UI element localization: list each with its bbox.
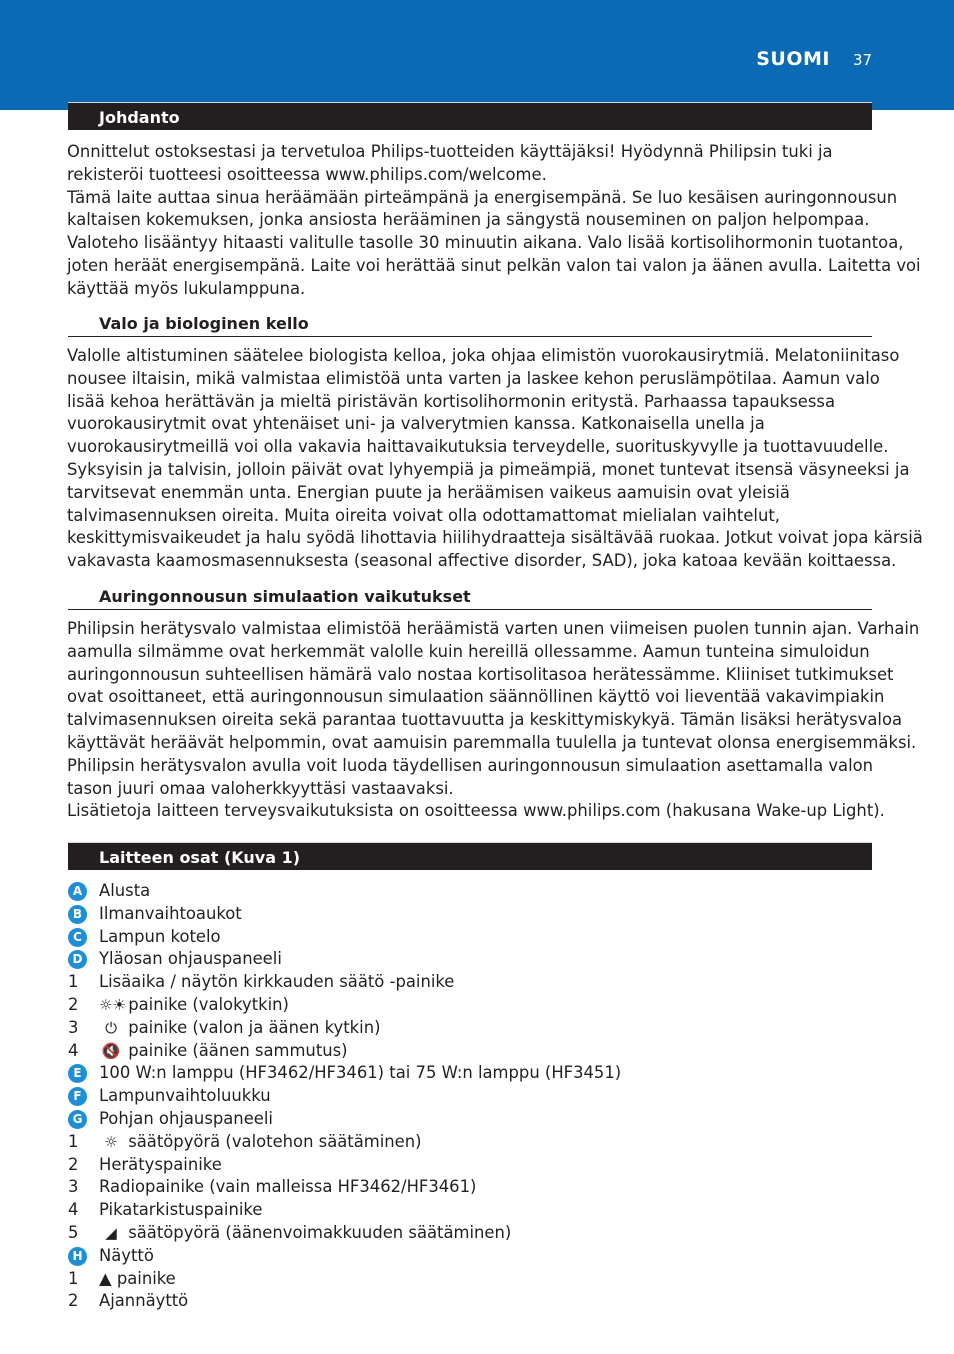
letter-badge: E bbox=[68, 1064, 87, 1083]
section-title: Johdanto bbox=[99, 108, 180, 127]
text-line: ovat osoittaneet, että auringonnousun simulaation säännöllinen käyttö voi lieventää vakavimpiakin bbox=[67, 687, 885, 707]
text-line: Tämä laite auttaa sinua heräämään pirteämpänä ja energisempänä. Se luo kesäisen auringonnousun bbox=[67, 187, 898, 207]
item-number: 2 bbox=[68, 994, 79, 1014]
list-item bbox=[67, 1176, 767, 1199]
item-text: Pohjan ohjauspaneeli bbox=[99, 1108, 273, 1128]
text-line: käyttää myös lukulamppuna. bbox=[67, 278, 306, 298]
item-text-wrap bbox=[99, 994, 289, 1017]
text-line: Lisätietoja laitteen terveysvaikutuksista on osoitteessa www.philips.com (hakusana Wake-up Light). bbox=[67, 801, 885, 821]
text-line: Philipsin herätysvalon avulla voit luoda täydellisen auringonnousun simulaation asettamalla valon bbox=[67, 755, 874, 775]
intro-paragraph bbox=[67, 141, 921, 301]
list-item bbox=[67, 903, 767, 926]
list-item bbox=[67, 1199, 767, 1222]
item-text: Radiopainike (vain malleissa HF3462/HF3461) bbox=[99, 1177, 477, 1197]
text-line: auringonnousun suhteellisen hämärä valo nostaa kortisolitasoa herätessämme. Kliiniset tutkimukset bbox=[67, 664, 894, 684]
item-text: Alusta bbox=[99, 881, 151, 900]
item-number: 5 bbox=[68, 1222, 79, 1242]
item-text-wrap bbox=[99, 1268, 176, 1291]
item-text: Pikatarkistuspainike bbox=[99, 1200, 263, 1220]
list-item bbox=[67, 1131, 767, 1154]
parts-list bbox=[67, 880, 767, 1313]
item-text: Ajannäyttö bbox=[99, 1291, 189, 1311]
item-text: säätöpyörä (valotehon säätäminen) bbox=[128, 1131, 422, 1151]
text-line: talvimasennuksen oireita sekä parantaa tuottavuutta ja keskittymiskykyä. Tämän lisäksi herätysvaloa bbox=[67, 710, 903, 730]
list-item bbox=[67, 1290, 767, 1313]
list-item bbox=[67, 948, 767, 971]
item-text: Lampun kotelo bbox=[99, 926, 221, 946]
letter-badge: A bbox=[68, 882, 87, 901]
item-text-wrap bbox=[99, 1017, 381, 1040]
text-line: vuorokausirytmeillä voi olla vakavia haittavaikutuksia terveydelle, suorituskyvylle ja tuottavuudelle. bbox=[67, 437, 889, 457]
text-line: aamulla silmämme ovat herkemmät valolle kuin hereillä ollessamme. Aamun tunteina simuloidun bbox=[67, 641, 870, 661]
text-line: vuorokausirytmit ovat yhtenäiset uni- ja valverytmien kanssa. Katkonaisella unella ja bbox=[67, 414, 765, 434]
control-symbol-icon: ⏻ bbox=[105, 1018, 117, 1037]
letter-badge: G bbox=[68, 1110, 87, 1129]
item-number: 1 bbox=[68, 972, 79, 992]
subheading-biological-clock bbox=[68, 312, 872, 337]
section-heading-parts bbox=[68, 842, 872, 870]
letter-badge: D bbox=[68, 950, 87, 969]
item-text-wrap bbox=[99, 1085, 271, 1108]
letter-badge: C bbox=[68, 928, 87, 947]
list-item bbox=[67, 1268, 767, 1291]
item-text: Näyttö bbox=[99, 1245, 154, 1265]
item-text: painike (äänen sammutus) bbox=[128, 1040, 348, 1060]
text-line: tarvitsevat enemmän unta. Energian puute ja heräämisen vaikeus aamuisin ovat yleisiä bbox=[67, 482, 790, 502]
list-item bbox=[67, 880, 767, 903]
list-item bbox=[67, 1062, 767, 1085]
item-text-wrap bbox=[99, 1154, 222, 1177]
list-item bbox=[67, 1222, 767, 1245]
control-symbol-icon: 🔇 bbox=[101, 1041, 121, 1060]
control-symbol-icon: ☼☀ bbox=[99, 995, 126, 1014]
item-text-wrap bbox=[99, 903, 242, 926]
item-text: 100 W:n lamppu (HF3462/HF3461) tai 75 W:n lamppu (HF3451) bbox=[99, 1063, 622, 1083]
subheading-title: Valo ja biologinen kello bbox=[99, 314, 309, 333]
text-line: talvimasennuksen oireita. Muita oireita voivat olla odottamattomat mielialan vaihtelut, bbox=[67, 505, 781, 525]
item-text-wrap bbox=[99, 1040, 348, 1063]
item-number: 4 bbox=[68, 1040, 79, 1060]
text-line: vakavasta kaamosmasennuksesta (seasonal affective disorder, SAD), joka katoaa kevään koittaessa. bbox=[67, 551, 897, 571]
item-text-wrap bbox=[99, 1222, 511, 1245]
text-line: kaltaisen kokemuksen, jonka ansiosta herääminen ja sängystä nouseminen on paljon helpompaa. bbox=[67, 210, 870, 230]
text-line: joten heräät energisempänä. Laite voi herättää sinut pelkän valon tai valon ja äänen avulla. Laitetta voi bbox=[67, 255, 921, 275]
item-text: ▲ painike bbox=[99, 1268, 176, 1288]
item-text-wrap bbox=[99, 1108, 273, 1131]
item-text: säätöpyörä (äänenvoimakkuuden säätäminen) bbox=[128, 1222, 512, 1242]
text-line: keskittymisvaikeudet ja halu syödä lihottavia hiilihydraatteja sisältävää ruokaa. Jotkut voivat jopa kärsiä bbox=[67, 528, 923, 548]
text-line: lisää kehoa herättävän ja mieltä piristävän kortisolihormonin eritystä. Parhaassa tapauksessa bbox=[67, 391, 836, 411]
control-symbol-icon: ☼ bbox=[104, 1132, 118, 1151]
item-text: Ilmanvaihtoaukot bbox=[99, 903, 242, 923]
text-line: nousee iltaisin, mikä valmistaa elimistöä unta varten ja laskee kehon peruslämpötilaa. Aamun valo bbox=[67, 368, 880, 388]
biological-paragraph bbox=[67, 345, 923, 573]
subheading-sunrise-simulation bbox=[68, 585, 872, 610]
list-item bbox=[67, 971, 767, 994]
header-band bbox=[0, 0, 954, 110]
text-line: tason juuri omaa valoherkkyyttäsi vastaavaksi. bbox=[67, 778, 454, 798]
letter-badge: H bbox=[68, 1247, 87, 1266]
item-text-wrap bbox=[99, 1290, 188, 1313]
letter-badge: B bbox=[68, 905, 87, 924]
text-line: Philipsin herätysvalo valmistaa elimistöä heräämistä varten unen viimeisen puolen tunnin ajan. Varhain bbox=[67, 619, 920, 638]
list-item bbox=[67, 1017, 767, 1040]
item-text: painike (valokytkin) bbox=[128, 994, 289, 1014]
item-text-wrap bbox=[99, 971, 454, 994]
section-heading-intro bbox=[68, 102, 872, 130]
item-number: 2 bbox=[68, 1291, 79, 1311]
letter-badge: F bbox=[68, 1087, 87, 1106]
page-number: 37 bbox=[853, 51, 873, 69]
item-number: 4 bbox=[68, 1200, 79, 1220]
item-number: 3 bbox=[68, 1017, 79, 1037]
list-item bbox=[67, 1085, 767, 1108]
list-item bbox=[67, 1154, 767, 1177]
item-text-wrap bbox=[99, 948, 282, 971]
item-text-wrap bbox=[99, 1245, 154, 1268]
text-line: Valolle altistuminen säätelee biologista kelloa, joka ohjaa elimistön vuorokausirytmiä. Melatoniinitaso bbox=[67, 346, 900, 365]
item-text: Lampunvaihtoluukku bbox=[99, 1086, 271, 1106]
text-line: rekisteröi tuotteesi osoitteessa www.philips.com/welcome. bbox=[67, 164, 547, 184]
list-item bbox=[67, 1040, 767, 1063]
sunrise-paragraph bbox=[67, 618, 920, 823]
list-item bbox=[67, 994, 767, 1017]
language-label: SUOMI bbox=[756, 48, 830, 70]
subheading-title: Auringonnousun simulaation vaikutukset bbox=[99, 587, 471, 606]
control-symbol-icon: ◢ bbox=[105, 1223, 117, 1242]
item-text: Lisäaika / näytön kirkkauden säätö -painike bbox=[99, 972, 455, 992]
item-text-wrap bbox=[99, 1176, 476, 1199]
section-title: Laitteen osat (Kuva 1) bbox=[99, 848, 301, 867]
text-line: käyttävät heräävät helpommin, ovat aamuisin paremmalla tuulella ja tuntevat olonsa energisemmäksi. bbox=[67, 732, 917, 752]
item-number: 1 bbox=[68, 1131, 79, 1151]
text-line: Valoteho lisääntyy hitaasti valitulle tasolle 30 minuutin aikana. Valo lisää kortisolihormonin tuotantoa, bbox=[67, 233, 904, 253]
item-text-wrap bbox=[99, 1199, 262, 1222]
list-item bbox=[67, 1245, 767, 1268]
item-text-wrap bbox=[99, 1131, 422, 1154]
item-text: painike (valon ja äänen kytkin) bbox=[128, 1017, 381, 1037]
item-number: 3 bbox=[68, 1177, 79, 1197]
text-line: Syksyisin ja talvisin, jolloin päivät ovat lyhyempiä ja pimeämpiä, monet tuntevat itsensä väsyneeksi ja bbox=[67, 459, 910, 479]
text-line: Onnittelut ostoksestasi ja tervetuloa Philips-tuotteiden käyttäjäksi! Hyödynnä Philipsin tuki ja bbox=[67, 142, 833, 161]
item-text: Yläosan ohjauspaneeli bbox=[99, 949, 282, 969]
item-text: Herätyspainike bbox=[99, 1154, 222, 1174]
item-text-wrap bbox=[99, 926, 221, 949]
list-item bbox=[67, 926, 767, 949]
item-text-wrap bbox=[99, 880, 150, 903]
item-text-wrap bbox=[99, 1062, 621, 1085]
item-number: 2 bbox=[68, 1154, 79, 1174]
item-number: 1 bbox=[68, 1268, 79, 1288]
list-item bbox=[67, 1108, 767, 1131]
